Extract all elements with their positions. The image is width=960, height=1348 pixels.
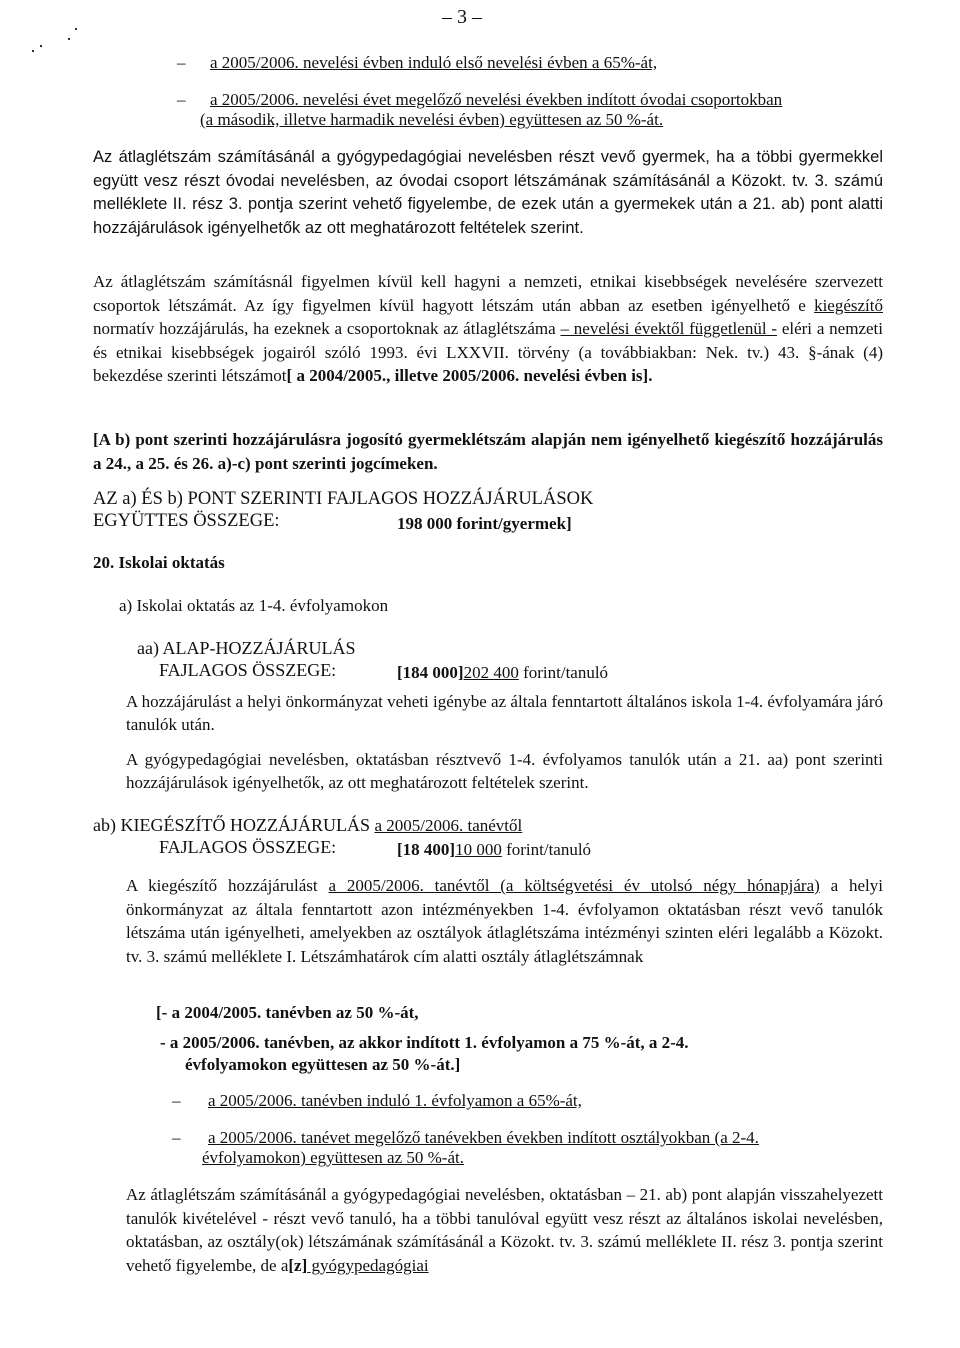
deleted-amount: [184 000] (397, 663, 464, 682)
inserted-text: a 2005/2006. tanévtől (a költségvetési év utolsó négy hónapjára) (328, 876, 820, 895)
deleted-list-item: [- a 2004/2005. tanévben az 50 %-át, (156, 1003, 419, 1022)
last-paragraph (126, 1183, 883, 1277)
aa-title: aa) ALAP-HOZZÁJÁRULÁS (137, 638, 356, 658)
bullet-text-line1: a 2005/2006. nevelési évet megelőző nevelési években indított óvodai csoportokban (210, 90, 783, 109)
inserted-list-item: a 2005/2006. tanévben induló 1. évfolyamon a 65%-át, (208, 1091, 582, 1110)
text-run: Az átlaglétszám számításánál a gyógypedagógiai nevelésben, oktatásban – 21. ab) pont alapján visszahelyezett tanulók kivételével - részt vevő tanuló, ha a többi tanulóval együtt vesz részt az általános iskolai nevelésben, oktatásban, az osztály(ok) létszámának számításánál a Közokt. tv. 3. számú melléklete II. rész 3. pontja szerint vehető figyelembe, de a (126, 1185, 883, 1275)
inserted-amount: 10 000 (455, 840, 502, 859)
inserted-text: gyógypedagógiai (307, 1255, 429, 1275)
bullet-dash: – (172, 1128, 181, 1147)
paragraph-minority (93, 270, 883, 388)
ab-paragraph (126, 874, 883, 968)
summary-title: AZ a) ÉS b) PONT SZERINTI FAJLAGOS HOZZÁJÁRULÁSOK (93, 489, 594, 509)
text-run: a helyi önkormányzat az általa fenntartott azon intézményekben 1-4. évfolyamon oktatásban részt vevő tanulók létszáma után igényelheti, amelyekben az osztályok átlaglétszáma intézményi szinten eléri legalább a Közokt. tv. 3. számú melléklete I. Létszámhatárok cím alatti osztály átlaglétszámnak (126, 876, 883, 966)
text-run: normatív hozzájárulás, ha ezeknek a csoportoknak az átlaglétszáma (93, 319, 561, 338)
aa-label: FAJLAGOS ÖSSZEGE: (159, 660, 337, 680)
bullet-dash: – (172, 1091, 181, 1110)
summary-label: EGYÜTTES ÖSSZEGE: (93, 511, 280, 531)
subsection-a: a) Iskolai oktatás az 1-4. évfolyamokon (119, 596, 389, 615)
scan-speck (32, 50, 34, 52)
inserted-text: kiegészítő (814, 295, 883, 315)
bullet-dash: – (177, 90, 186, 109)
aa-paragraph-1: A hozzájárulást a helyi önkormányzat veheti igénybe az általa fenntartott általános iskola 1-4. évfolyamára járó tanulók után. (126, 692, 883, 734)
text-run: A kiegészítő hozzájárulást (126, 876, 329, 895)
ab-label: FAJLAGOS ÖSSZEGE: (159, 837, 337, 857)
bullet-text: a 2005/2006. nevelési évben induló első nevelési évben a 65%-át, (210, 53, 658, 72)
page-number: – 3 – (442, 6, 482, 28)
inserted-amount: 202 400 (463, 663, 519, 682)
bullet-text-line2: (a második, illetve harmadik nevelési évben) együttesen az 50 %-át. (200, 110, 664, 129)
inserted-text: a 2005/2006. tanévtől (374, 816, 523, 835)
unit: forint/tanuló (501, 840, 592, 859)
aa-paragraph-2: A gyógypedagógiai nevelésben, oktatásban résztvevő 1-4. évfolyamos tanulók után a 21. aa) pont szerinti hozzájárulások igényelhetők, az ott meghatározott feltételek szerint. (126, 750, 883, 792)
bullet-dash: – (177, 53, 186, 72)
deleted-amount: [18 400] (397, 840, 456, 859)
inserted-list-item-line2: évfolyamokon) együttesen az 50 %-át. (202, 1148, 464, 1167)
deleted-text: [z] (288, 1255, 308, 1275)
aa-amount (397, 661, 608, 684)
paragraph-bracket: [A b) pont szerinti hozzájárulásra jogosító gyermeklétszám alapján nem igényelhető kiegészítő hozzájárulás a 24., a 25. és 26. a)-c) pont szerinti jogcímeken. (93, 430, 883, 473)
scan-speck (40, 45, 42, 47)
inserted-list-item-line1: a 2005/2006. tanévet megelőző tanévekben években indított osztályokban (a 2-4. (208, 1128, 759, 1147)
deleted-text: [ a 2004/2005., illetve 2005/2006. nevelési évben is]. (286, 366, 653, 385)
ab-title (93, 814, 522, 837)
ab-title-text: ab) KIEGÉSZÍTŐ HOZZÁJÁRULÁS (93, 815, 375, 835)
deleted-list-item-line1: - a 2005/2006. tanévben, az akkor indított 1. évfolyamon a 75 %-át, a 2-4. (160, 1033, 689, 1052)
summary-value: 198 000 forint/gyermek] (397, 514, 572, 533)
paragraph-avg-count: Az átlaglétszám számításánál a gyógypedagógiai nevelésben részt vevő gyermek, ha a többi gyermekkel együtt vesz részt óvodai nevelésben, az óvodai csoport létszámának számításánál a Közokt. tv. 3. számú melléklete II. rész 3. pontja szerint vehető figyelembe, de ezek után a gyermekek után a 21. ab) pont alatti hozzájárulások igényelhetők az ott meghatározott feltételek szerint. (93, 148, 883, 237)
unit: forint/tanuló (518, 663, 609, 682)
scan-speck (68, 38, 70, 40)
text-run: Az átlaglétszám számításnál figyelmen kívül kell hagyni a nemzeti, etnikai kisebbségek nevelésére szervezett csoportok létszámát. Az így figyelmen kívül hagyott létszám után abban az esetben igényelhető e (93, 272, 883, 315)
ab-amount (397, 838, 591, 861)
inserted-text: – nevelési évektől függetlenül - (560, 319, 778, 338)
scan-speck (75, 28, 77, 30)
text-run: eléri a nemzeti és etnikai kisebbségek jogairól szóló 1993. évi LXXVII. törvény (a továbbiakban: Nek. tv.) 43. §-ának (4) bekezdése szerinti létszámot (93, 319, 883, 385)
deleted-list-item-line2: évfolyamokon együttesen az 50 %-át.] (185, 1055, 461, 1074)
section-title: 20. Iskolai oktatás (93, 553, 225, 572)
